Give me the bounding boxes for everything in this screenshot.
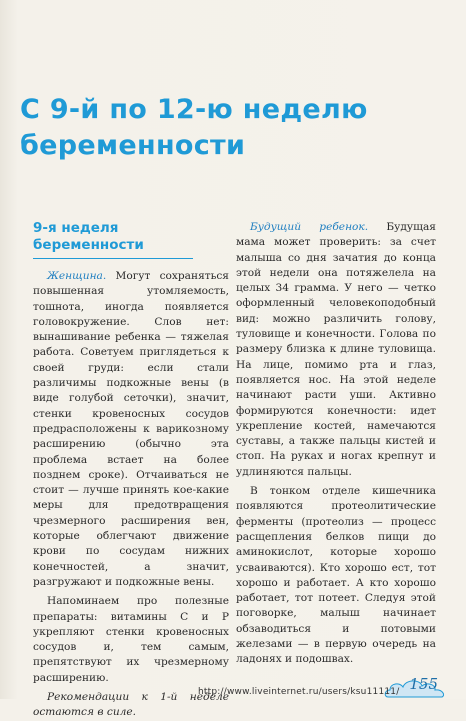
- woman-text: Могут сохраняться повышенная утомляемость, тошнота, иногда появляется головокружение. Слов нет: вынашивание ребенка — тяжелая работа. Советуем приглядеться к своей груди: если стали различимы подкожные вены (в виде голубой сеточки), значит, стенки кровеносных сосудов предрасположены к варикозному расширению (обычно эта проблема встает на более позднем сроке). Отчаиваться не стоит — лучше принять кое-какие меры для предотвращения чрезмерного расширения вен, которые облегчают движение крови по сосудам нижних конечностей, а значит, разгружают и подкожные вены.: [33, 270, 229, 588]
- baby-text: Будущая мама может проверить: за счет малыша со дня зачатия до конца этой недели она потяжелела на целых 34 грамма. У него — четко оформленный человекоподобный вид: можно различить голову, туловище и конечности. Голова по размеру близка к длине туловища. На лице, помимо рта и глаз, появляется нос. На этой неделе начинают расти уши. Активно формируются конечности: идет укрепление костей, намечаются суставы, а также пальцы кистей и стоп. На руках и ногах крепнут и удлиняются пальцы.: [236, 221, 436, 478]
- baby-paragraph: [236, 220, 436, 480]
- section-heading-line-2: беременности: [33, 237, 144, 253]
- right-column: [236, 220, 436, 668]
- section-heading: [33, 220, 193, 259]
- chapter-title-line-2: беременности: [20, 130, 246, 162]
- chapter-title: [20, 92, 440, 164]
- woman-paragraph: [33, 269, 229, 590]
- chapter-title-line-1: С 9-й по 12-ю неделю: [20, 94, 368, 126]
- woman-lead: Женщина.: [47, 270, 107, 282]
- enzymes-paragraph: В тонком отделе кишечника появляются протеолитические ферменты (протеолиз — процесс расщепления белков пищи до аминокислот, которые хорошо усваиваются). Кто хорошо ест, тот хорошо и работает. А кто хорошо работает, тот потеет. Следуя этой поговорке, малыш начинает обзаводиться и потовыми железами — в первую очередь на ладонях и подошвах.: [236, 485, 436, 666]
- watermark-url: http://www.liveinternet.ru/users/ksu11111/: [198, 687, 400, 697]
- page-number: 155: [409, 675, 438, 693]
- vitamins-paragraph: Напоминаем про полезные препараты: витамины С и Р укрепляют стенки кровеносных сосудов и, тем самым, препятствуют их чрезмерному расширению.: [33, 595, 229, 684]
- left-column: [33, 220, 229, 721]
- recommend-paragraph: Рекомендации к 1-й неделе остаются в силе.: [33, 691, 229, 719]
- section-heading-line-1: 9-я неделя: [33, 220, 119, 236]
- baby-lead: Будущий ребенок.: [250, 221, 369, 233]
